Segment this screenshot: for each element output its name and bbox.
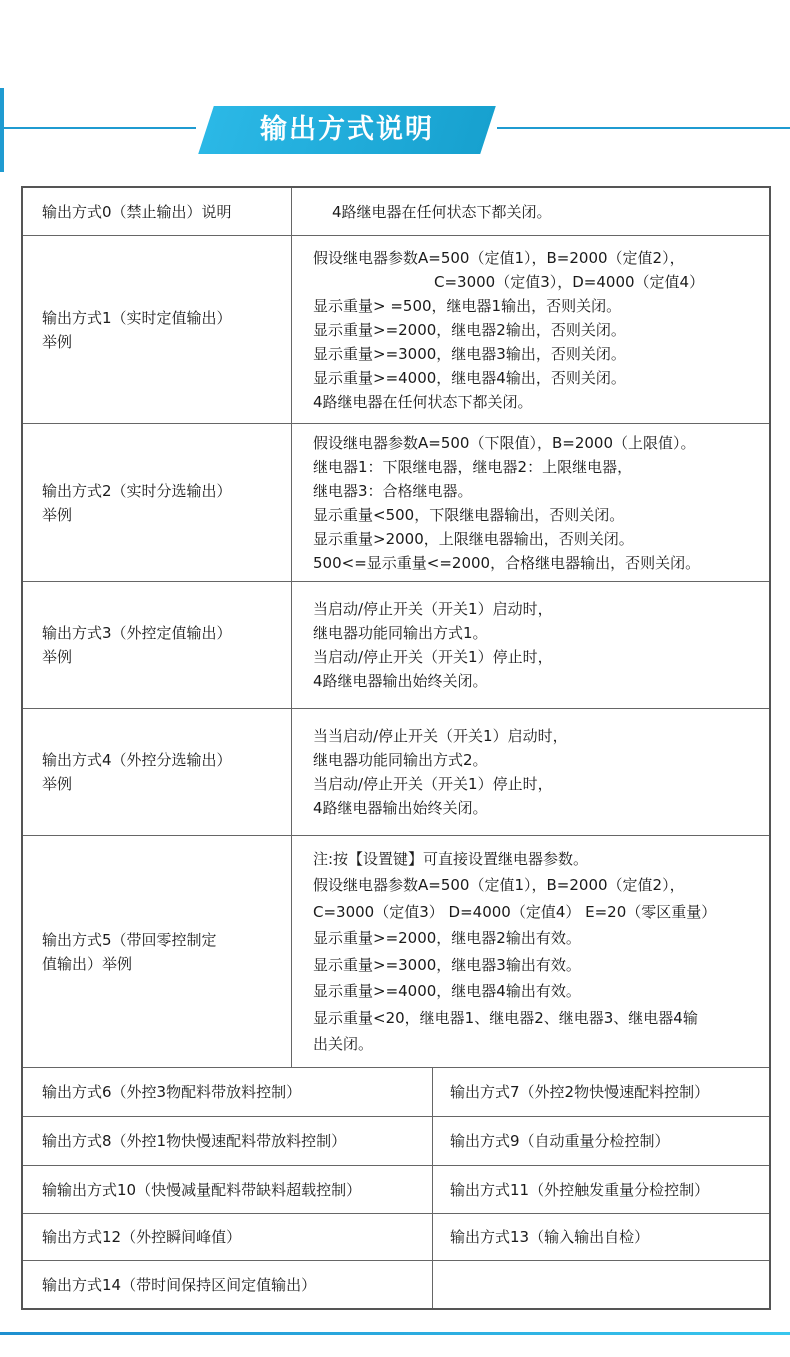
desc-line: 显示重量>=2000，继电器2输出有效。 [313, 929, 581, 947]
mode-cell: 输出方式13（输入输出自检） [450, 1228, 650, 1246]
desc-line: 显示重量>=2000，继电器2输出，否则关闭。 [313, 320, 626, 339]
label-line: 输出方式2（实时分选输出） [42, 481, 232, 500]
desc-line: 假设继电器参数A=500（定值1），B=2000（定值2）， [313, 248, 685, 267]
mode-description [292, 424, 769, 581]
label-line: 举例 [42, 648, 73, 666]
desc-line: 4路继电器在任何状态下都关闭。 [313, 392, 533, 411]
table-row [23, 235, 769, 423]
label-line: 举例 [42, 775, 73, 793]
mode-label [23, 236, 292, 423]
desc-line: 4路继电器在任何状态下都关闭。 [332, 202, 552, 221]
mode-cell: 输出方式6（外控3物配料带放料控制） [23, 1068, 433, 1116]
mode-cell: 输出方式7（外控2物快慢速配料控制） [450, 1083, 710, 1101]
desc-line: 继电器3：合格继电器。 [313, 481, 473, 500]
desc-line: 显示重量>=3000，继电器3输出有效。 [313, 955, 581, 974]
mode-cell: 输出方式8（外控1物快慢速配料带放料控制） [23, 1117, 433, 1165]
mode-description [292, 236, 769, 423]
desc-line: 4路继电器输出始终关闭。 [313, 799, 488, 817]
table-row [23, 835, 769, 1067]
output-mode-table [21, 186, 771, 1310]
mode-label [23, 424, 292, 581]
label-line: 输出方式5（带回零控制定 [42, 930, 217, 949]
mode-description [292, 188, 769, 235]
label-line: 输出方式0（禁止输出）说明 [42, 202, 232, 221]
desc-line: 显示重量>2000，上限继电器输出，否则关闭。 [313, 529, 634, 548]
table-row [23, 1116, 769, 1165]
desc-line: 继电器1：下限继电器，继电器2：上限继电器， [313, 457, 633, 476]
desc-line: 出关闭。 [313, 1035, 374, 1053]
label-line: 输出方式1（实时定值输出） [42, 308, 232, 327]
desc-line: 显示重量> =500，继电器1输出，否则关闭。 [313, 296, 622, 315]
footer-rule [0, 1332, 790, 1335]
table-row [23, 1213, 769, 1260]
page-title: 输出方式说明 [260, 114, 434, 145]
label-line: 输出方式3（外控定值输出） [42, 624, 232, 642]
mode-label [23, 582, 292, 708]
table-row [23, 1165, 769, 1213]
desc-line: C=3000（定值3），D=4000（定值4） [434, 272, 705, 291]
header-rule-right [497, 127, 790, 129]
desc-line: 显示重量<500，下限继电器输出，否则关闭。 [313, 505, 625, 524]
desc-line: 假设继电器参数A=500（定值1），B=2000（定值2）， [313, 876, 685, 894]
mode-label [23, 836, 292, 1067]
desc-line: 继电器功能同输出方式2。 [313, 751, 488, 769]
table-row [23, 1260, 769, 1308]
desc-line: 4路继电器输出始终关闭。 [313, 672, 488, 690]
mode-cell: 输输出方式10（快慢减量配料带缺料超载控制） [23, 1166, 433, 1213]
mode-description [292, 836, 769, 1067]
desc-line: 显示重量>=3000，继电器3输出，否则关闭。 [313, 344, 626, 363]
mode-cell: 输出方式9（自动重量分检控制） [450, 1132, 670, 1150]
mode-cell-empty [433, 1261, 769, 1308]
table-row [23, 423, 769, 581]
label-line: 举例 [42, 332, 73, 351]
desc-line: 显示重量>=4000，继电器4输出，否则关闭。 [313, 368, 626, 387]
mode-description [292, 709, 769, 835]
desc-line: 当启动/停止开关（开关1）停止时， [313, 648, 553, 666]
desc-line: 注:按【设置键】可直接设置继电器参数。 [313, 849, 589, 868]
mode-cell: 输出方式14（带时间保持区间定值输出） [23, 1261, 433, 1308]
label-line: 举例 [42, 505, 73, 524]
table-row [23, 188, 769, 235]
desc-line: 当启动/停止开关（开关1）停止时， [313, 775, 553, 793]
desc-line: 当启动/停止开关（开关1）启动时， [313, 600, 553, 618]
desc-line: 显示重量<20，继电器1、继电器2、继电器3、继电器4输 [313, 1008, 698, 1027]
label-line: 值输出）举例 [42, 954, 133, 973]
label-line: 输出方式4（外控分选输出） [42, 751, 232, 769]
mode-cell: 输出方式11（外控触发重量分检控制） [450, 1180, 710, 1199]
mode-description [292, 582, 769, 708]
desc-line: 继电器功能同输出方式1。 [313, 624, 488, 642]
mode-label [23, 188, 292, 235]
desc-line: 显示重量>=4000，继电器4输出有效。 [313, 982, 581, 1000]
desc-line: 假设继电器参数A=500（下限值），B=2000（上限值）。 [313, 433, 696, 452]
mode-cell: 输出方式12（外控瞬间峰值） [23, 1214, 433, 1260]
desc-line: 500<=显示重量<=2000，合格继电器输出，否则关闭。 [313, 553, 701, 572]
header-left-accent [0, 88, 4, 172]
table-row [23, 1067, 769, 1116]
header-rule-left [0, 127, 196, 129]
mode-label [23, 709, 292, 835]
table-row [23, 708, 769, 835]
table-row [23, 581, 769, 708]
desc-line: C=3000（定值3） D=4000（定值4） E=20（零区重量） [313, 902, 717, 921]
desc-line: 当当启动/停止开关（开关1）启动时， [313, 727, 568, 745]
